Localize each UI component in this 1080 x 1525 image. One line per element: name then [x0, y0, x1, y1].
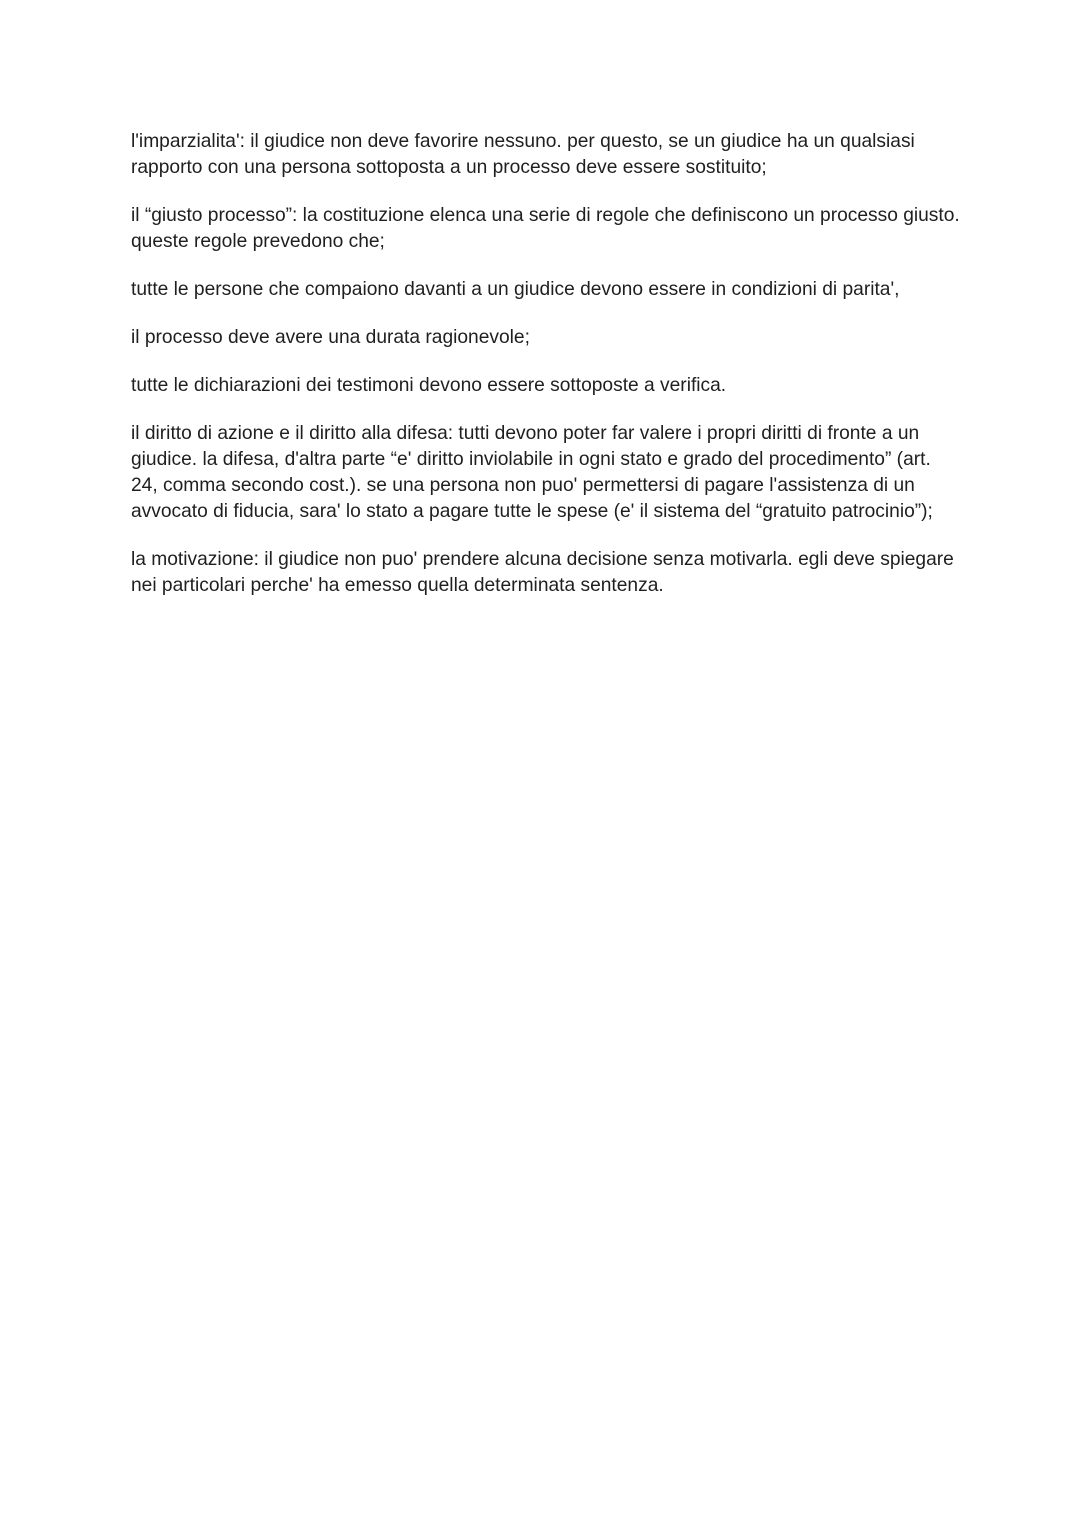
paragraph-parita: tutte le persone che compaiono davanti a un giudice devono essere in condizioni di parita',: [131, 279, 900, 300]
paragraph-diritto-difesa: il diritto di azione e il diritto alla difesa: tutti devono poter far valere i propri diritti di fronte a un giudice. la difesa, d'altra parte “e' diritto inviolabile in ogni stato e grado del procedimento” (art. 24, comma secondo cost.). se una persona non puo' permettersi di pagare l'assistenza di un avvocato di fiducia, sara' lo stato a pagare tutte le spese (e' il sistema del “gratuito patrocinio”);: [131, 423, 933, 522]
paragraph-testimoni: tutte le dichiarazioni dei testimoni devono essere sottoposte a verifica.: [131, 375, 727, 396]
paragraph-durata: il processo deve avere una durata ragionevole;: [131, 327, 530, 348]
document-body: [131, 129, 961, 621]
paragraph-imparzialita: l'imparzialita': il giudice non deve favorire nessuno. per questo, se un giudice ha un qualsiasi rapporto con una persona sottoposta a un processo deve essere sostituito;: [131, 131, 915, 178]
paragraph-motivazione: la motivazione: il giudice non puo' prendere alcuna decisione senza motivarla. egli deve spiegare nei particolari perche' ha emesso quella determinata sentenza.: [131, 549, 954, 596]
paragraph-giusto-processo: il “giusto processo”: la costituzione elenca una serie di regole che definiscono un processo giusto. queste regole prevedono che;: [131, 205, 960, 252]
